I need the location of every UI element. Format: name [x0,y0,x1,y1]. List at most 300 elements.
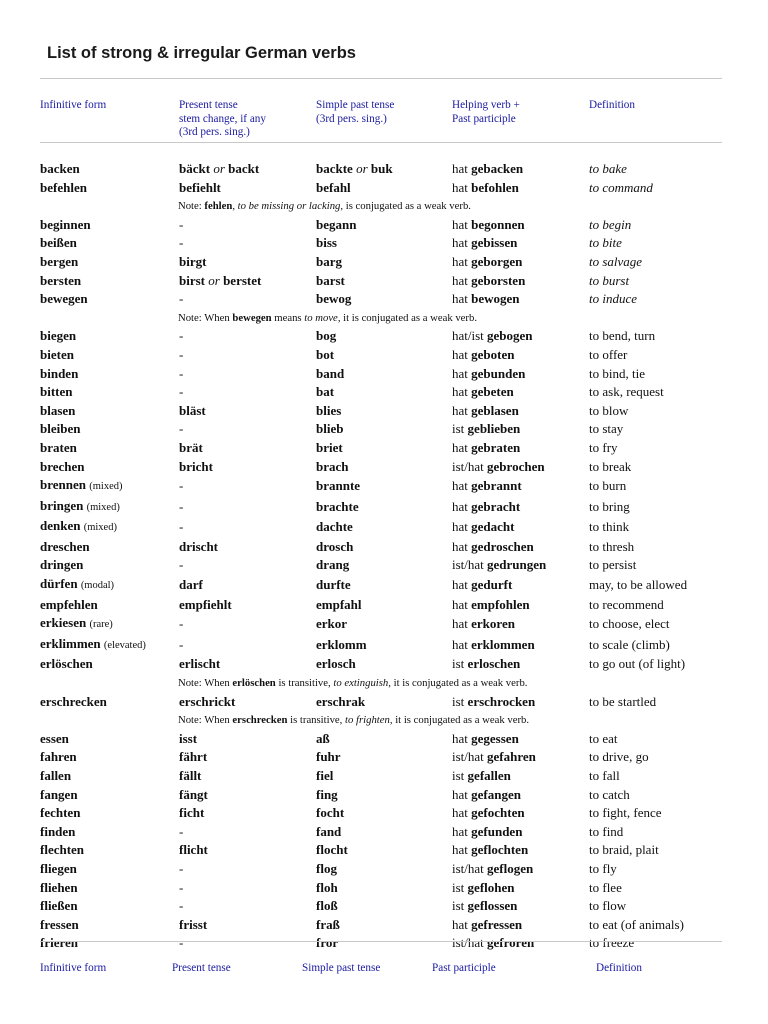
infinitive-cell [40,823,179,842]
infinitive-cell [40,253,179,272]
infinitive: bleiben [40,421,81,437]
past-cell [316,934,452,953]
helping-verb: hat [452,519,468,535]
infinitive: empfehlen [40,596,98,612]
helping-verb: hat [452,730,468,746]
verb-row [40,160,722,179]
present-form: fährt [179,749,208,765]
present-form: - [179,898,184,914]
infinitive-cell [40,934,179,953]
verb-row [40,823,722,842]
past-cell [316,476,452,497]
infinitive-cell [40,748,179,767]
present-form: - [179,235,184,251]
definition: to eat [589,730,618,746]
note-text [40,197,722,216]
helping-verb: hat [452,272,468,288]
definition-cell [589,272,722,291]
definition-cell [589,365,722,384]
participle-cell [452,346,589,365]
participle-cell [452,216,589,235]
definition-cell [589,767,722,786]
past-cell [316,635,452,656]
past-cell [316,216,452,235]
verb-row [40,556,722,575]
present-form: - [179,478,184,494]
verb-row [40,916,722,935]
present-form: - [179,421,184,437]
infinitive: beißen [40,235,77,251]
note-prefix: Note: When [178,714,233,727]
participle-cell [452,234,589,253]
definition: to persist [589,557,637,573]
definition: to blow [589,402,629,418]
participle-cell [452,575,589,596]
infinitive-cell [40,786,179,805]
past-form: bewog [316,291,352,307]
past-cell [316,179,452,198]
participle-cell [452,556,589,575]
present-form: erlischt [179,656,221,672]
definition: to flee [589,879,622,895]
definition-cell [589,439,722,458]
infinitive: dreschen [40,538,90,554]
participle-cell [452,916,589,935]
past-form: erschrak [316,693,366,709]
verb-row [40,253,722,272]
participle-cell [452,160,589,179]
helping-verb: hat [452,786,468,802]
past-participle: gefochten [471,805,525,821]
participle-cell [452,860,589,879]
past-form: erlosch [316,656,356,672]
definition: to begin [589,216,632,232]
past-form: brannte [316,478,361,494]
infinitive: bergen [40,253,79,269]
definition-cell [589,253,722,272]
past-cell [316,458,452,477]
past-form: fand [316,823,342,839]
participle-cell [452,439,589,458]
past-cell [316,786,452,805]
past-participle: geblasen [471,402,519,418]
note-text [40,309,722,328]
note-suffix: is conjugated as a weak verb. [343,200,471,213]
verb-row [40,614,722,635]
infinitive-cell [40,655,179,674]
verb-row [40,402,722,421]
past-participle: erschrocken [467,693,536,709]
participle-cell [452,179,589,198]
past-cell [316,767,452,786]
note-prefix: Note: When [178,311,233,324]
past-form: bot [316,346,335,362]
verb-row [40,804,722,823]
infinitive-cell [40,575,179,596]
helping-verb: hat [452,842,468,858]
infinitive-cell [40,346,179,365]
past-form: fuhr [316,749,341,765]
present-cell [179,253,316,272]
verb-table [40,160,722,953]
present-form: brät [179,439,203,455]
present-cell [179,517,316,538]
definition: to flow [589,898,627,914]
present-cell [179,823,316,842]
definition-cell [589,497,722,518]
verb-table-body [40,160,722,953]
infinitive-cell [40,290,179,309]
past-form: fiel [316,768,334,783]
note-verb: erlöschen [232,677,276,690]
footer-divider [40,941,722,942]
participle-cell [452,253,589,272]
past-participle: bewogen [471,291,520,307]
infinitive-cell [40,635,179,656]
helping-verb: hat [452,916,468,932]
present-cell [179,439,316,458]
present-form: - [179,519,184,535]
past-form: befahl [316,179,351,195]
infinitive-cell [40,234,179,253]
past-cell [316,556,452,575]
past-participle: gedacht [471,519,515,535]
definition: to bind, tie [589,365,645,381]
participle-cell [452,383,589,402]
helping-verb: hat [452,439,468,455]
present-cell [179,327,316,346]
present-cell [179,179,316,198]
verb-type-tag: (mixed) [86,501,120,513]
infinitive: fressen [40,916,79,932]
infinitive: fließen [40,898,78,914]
note-middle: is transitive, [287,714,346,727]
past-cell [316,517,452,538]
helping-verb: ist [452,898,465,914]
or-word: or [213,161,225,176]
infinitive-cell [40,860,179,879]
footer-infinitive: Infinitive form [40,962,107,974]
definition-cell [589,517,722,538]
definition: to fight, fence [589,805,662,821]
past-alt-form: buk [370,161,393,176]
infinitive-cell [40,556,179,575]
past-cell [316,160,452,179]
definition: to be startled [589,693,657,709]
definition-cell [589,383,722,402]
past-cell [316,383,452,402]
past-form: aß [316,730,330,746]
present-form: - [179,636,184,652]
past-cell [316,614,452,635]
definition: to go out (of light) [589,656,686,672]
note-row [40,197,722,216]
infinitive-cell [40,365,179,384]
helping-verb: hat [452,179,468,195]
infinitive: fechten [40,805,81,821]
present-form: - [179,860,184,876]
definition: to ask, request [589,384,664,400]
definition-cell [589,596,722,615]
participle-cell [452,655,589,674]
definition: to drive, go [589,749,649,765]
past-cell [316,420,452,439]
present-form: - [179,216,184,232]
helping-verb: hat [452,823,468,839]
infinitive: blasen [40,402,76,418]
present-cell [179,272,316,291]
participle-cell [452,402,589,421]
verb-row [40,290,722,309]
helping-verb: hat [452,636,468,652]
verb-row [40,365,722,384]
past-cell [316,804,452,823]
verb-row [40,346,722,365]
past-cell [316,693,452,712]
definition: to freeze [589,935,635,951]
past-participle: gefressen [471,916,523,932]
infinitive: erschrecken [40,693,107,709]
past-participle: geboten [471,346,515,362]
definition-cell [589,346,722,365]
past-form: brachte [316,498,359,514]
helping-verb: hat [452,596,468,612]
participle-cell [452,767,589,786]
present-form: - [179,498,184,514]
participle-cell [452,748,589,767]
past-cell [316,596,452,615]
infinitive: fallen [40,768,72,783]
helping-verb: ist/hat [452,935,484,951]
past-participle: begonnen [471,216,525,232]
past-participle: gedurft [471,577,513,593]
definition: may, to be allowed [589,577,688,593]
helping-verb: ist/hat [452,749,484,765]
header-divider [40,142,722,143]
definition: to burn [589,478,627,494]
definition: to fall [589,768,620,783]
verb-row [40,934,722,953]
verb-row [40,383,722,402]
helping-verb: ist/hat [452,860,484,876]
past-form: blieb [316,421,344,437]
infinitive: biegen [40,328,77,344]
infinitive: brennen [40,477,86,493]
present-cell [179,804,316,823]
helping-verb: hat [452,402,468,418]
participle-cell [452,804,589,823]
past-form: biss [316,235,337,251]
helping-verb: hat [452,161,468,176]
present-cell [179,934,316,953]
past-form: brach [316,458,349,474]
infinitive: fahren [40,749,77,765]
participle-cell [452,897,589,916]
infinitive: bewegen [40,291,88,307]
present-cell [179,476,316,497]
note-verb: bewegen [232,311,272,324]
definition: to salvage [589,253,643,269]
infinitive-cell [40,596,179,615]
verb-row [40,767,722,786]
verb-row [40,575,722,596]
definition: to bend, turn [589,328,656,344]
infinitive-cell [40,767,179,786]
verb-row [40,841,722,860]
infinitive: bitten [40,384,73,400]
definition: to think [589,519,630,535]
past-participle: gebeten [471,384,514,400]
past-participle: gebacken [471,161,524,176]
past-participle: gefroren [487,935,535,951]
infinitive-cell [40,841,179,860]
definition: to command [589,179,653,195]
definition: to induce [589,291,638,307]
infinitive: bringen [40,497,84,513]
present-alt-form: backt [228,161,260,176]
infinitive: bersten [40,272,82,288]
definition-cell [589,216,722,235]
helping-verb: hat [452,216,468,232]
past-form: fing [316,786,338,802]
past-cell [316,538,452,557]
footer-definition: Definition [596,962,642,974]
participle-cell [452,823,589,842]
past-cell [316,365,452,384]
participle-cell [452,476,589,497]
past-form: floß [316,898,338,914]
present-form: darf [179,577,203,593]
note-suffix: , it is conjugated as a weak verb. [388,677,528,690]
definition-cell [589,575,722,596]
definition: to stay [589,421,624,437]
participle-cell [452,596,589,615]
past-form: band [316,365,345,381]
past-cell [316,730,452,749]
present-cell [179,420,316,439]
definition-cell [589,804,722,823]
infinitive: erlöschen [40,656,93,672]
infinitive-cell [40,804,179,823]
present-cell [179,693,316,712]
definition: to scale (climb) [589,636,670,652]
definition-cell [589,823,722,842]
infinitive: fliegen [40,860,77,876]
verb-type-tag: (mixed) [83,522,117,534]
present-form: drischt [179,538,218,554]
header-past-participle: Helping verb + Past participle [452,99,520,125]
present-form: empfiehlt [179,596,232,612]
past-cell [316,897,452,916]
verb-row [40,538,722,557]
present-form: birst [179,272,205,288]
past-form: barst [316,272,345,288]
present-cell [179,786,316,805]
present-form: - [179,384,184,400]
helping-verb: hat [452,365,468,381]
helping-verb: ist [452,656,465,672]
present-form: bläst [179,402,206,418]
definition: to fry [589,439,618,455]
past-participle: gefahren [487,749,536,765]
definition-cell [589,160,722,179]
past-participle: empfohlen [471,596,530,612]
past-form: flog [316,860,337,876]
helping-verb: hat [452,498,468,514]
present-form: - [179,557,184,573]
infinitive: dringen [40,557,84,573]
note-meaning: to extinguish [333,677,389,690]
definition: to eat (of animals) [589,916,684,932]
footer-present-tense: Present tense [172,962,231,974]
definition-cell [589,655,722,674]
helping-verb: hat/ist [452,328,484,344]
verb-type-tag: (modal) [80,580,115,592]
infinitive: backen [40,161,80,176]
present-cell [179,635,316,656]
past-participle: erloschen [467,656,521,672]
past-form: fror [316,935,339,951]
present-form: fängt [179,786,208,802]
past-cell [316,841,452,860]
past-participle: geblieben [467,421,521,437]
infinitive-cell [40,420,179,439]
infinitive-cell [40,160,179,179]
past-form: drosch [316,538,354,554]
present-cell [179,655,316,674]
past-participle: gebissen [471,235,518,251]
past-participle: gefunden [471,823,523,839]
helping-verb: ist [452,421,465,437]
present-cell [179,402,316,421]
participle-cell [452,934,589,953]
present-form: - [179,616,184,632]
helping-verb: ist/hat [452,458,484,474]
footer-simple-past: Simple past tense [302,962,381,974]
definition: to offer [589,346,628,362]
infinitive: binden [40,365,79,381]
definition-cell [589,897,722,916]
helping-verb: hat [452,577,468,593]
present-cell [179,556,316,575]
participle-cell [452,517,589,538]
verb-row [40,655,722,674]
past-participle: gebrochen [487,458,545,474]
present-cell [179,730,316,749]
definition-cell [589,879,722,898]
present-form: bäckt [179,161,211,176]
infinitive-cell [40,614,179,635]
header-definition: Definition [589,99,635,111]
definition-cell [589,420,722,439]
past-form: briet [316,439,343,455]
participle-cell [452,458,589,477]
past-form: fraß [316,916,340,932]
participle-cell [452,365,589,384]
verb-row [40,897,722,916]
past-form: dachte [316,519,353,535]
past-cell [316,497,452,518]
past-participle: geborsten [471,272,526,288]
past-participle: gebrannt [471,478,522,494]
verb-row [40,635,722,656]
infinitive: beginnen [40,216,91,232]
participle-cell [452,693,589,712]
helping-verb: hat [452,538,468,554]
participle-cell [452,635,589,656]
note-verb: fehlen [204,200,233,213]
note-row [40,711,722,730]
